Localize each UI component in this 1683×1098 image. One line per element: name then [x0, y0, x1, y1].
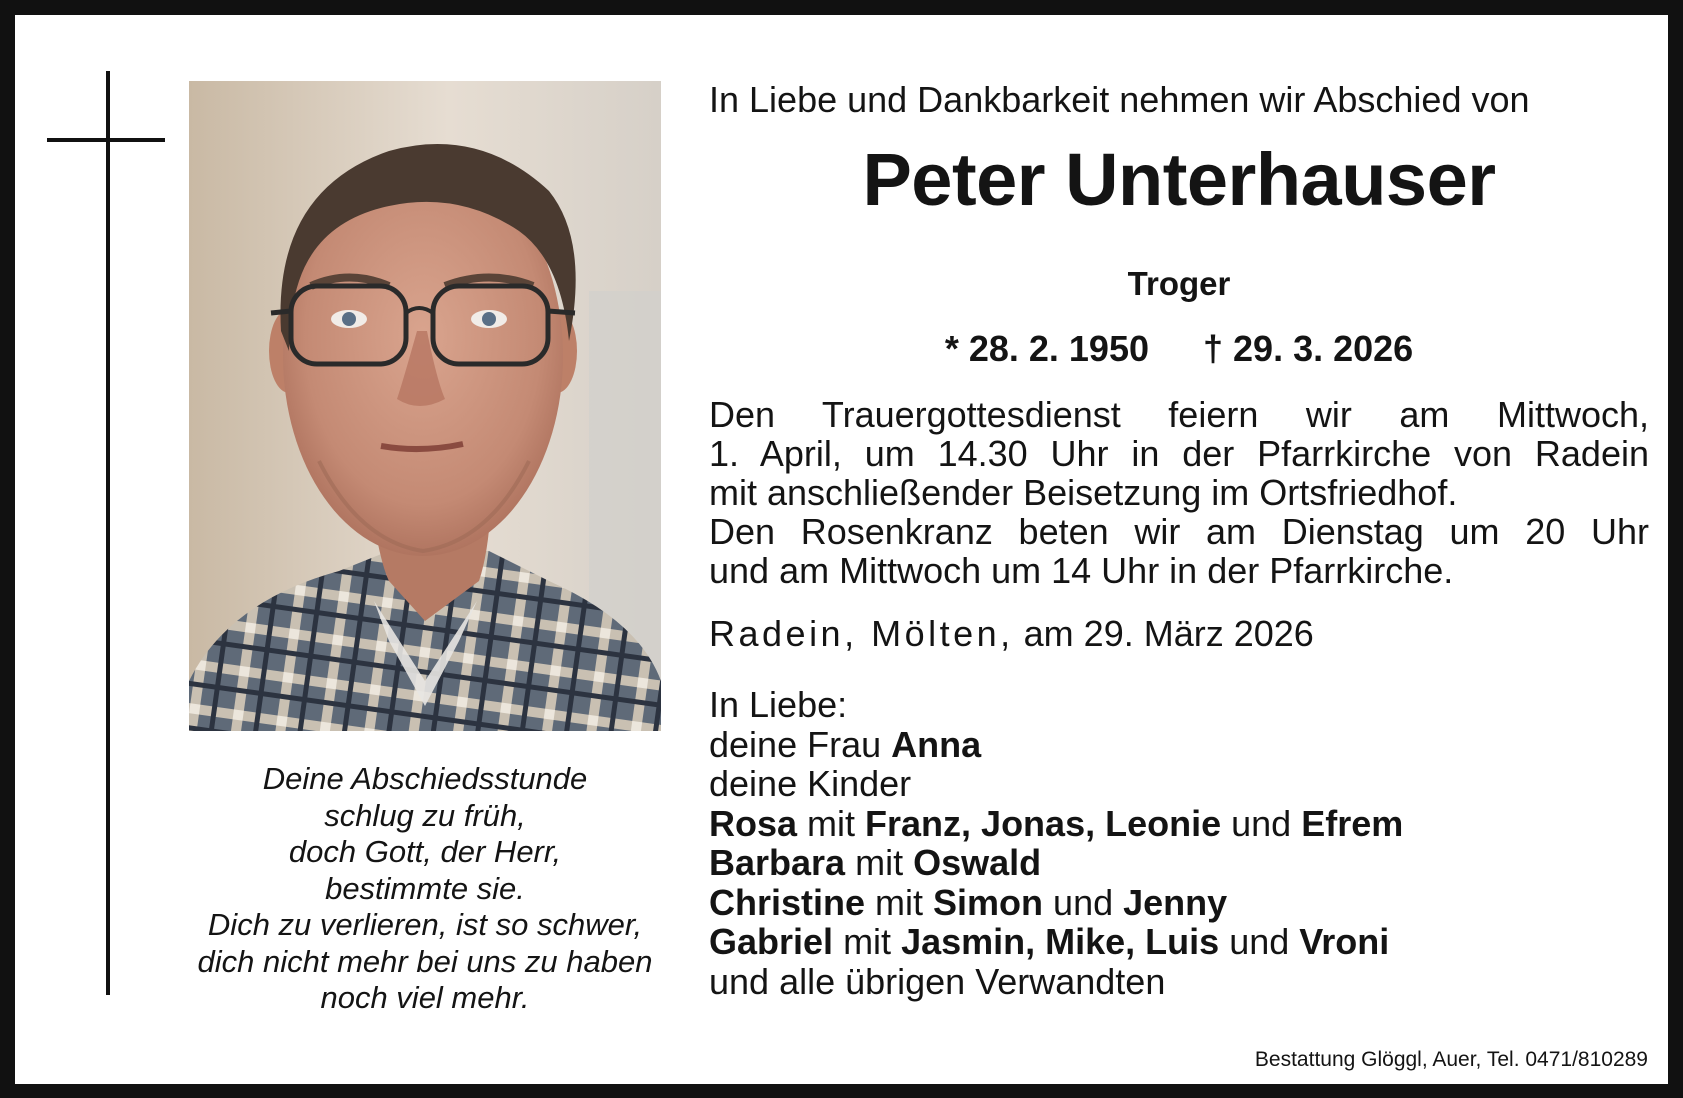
funeral-home-contact: Bestattung Glöggl, Auer, Tel. 0471/810289 — [1254, 1048, 1648, 1071]
connector-text: mit — [833, 921, 902, 962]
deceased-name: Peter Unterhauser — [862, 138, 1496, 221]
verse-line: Deine Abschiedsstunde — [262, 761, 588, 796]
family-member-name: Vroni — [1299, 921, 1390, 962]
family-member-name: Efrem — [1301, 802, 1404, 844]
service-line: mit anschließender Beisetzung im Ortsfriedhof. — [709, 472, 1458, 513]
family-member-name: Franz, Jonas, Leonie — [865, 802, 1222, 844]
connector-text: mit — [797, 802, 866, 844]
verse-line: noch viel mehr. — [320, 980, 530, 1015]
child-family-row — [709, 883, 1403, 923]
intro-line: In Liebe und Dankbarkeit nehmen wir Abschied von — [709, 79, 1530, 120]
life-dates — [709, 328, 1649, 370]
family-member-name: Christine — [709, 881, 866, 923]
family-member-name: Jasmin, Mike, Luis — [901, 921, 1220, 962]
wife-prefix: deine Frau — [709, 723, 892, 765]
memorial-verse — [175, 761, 675, 1017]
cross-vertical-bar — [106, 71, 110, 995]
child-family-row — [709, 843, 1403, 883]
verse-line: dich nicht mehr bei uns zu haben — [197, 943, 653, 979]
family-member-name: Jenny — [1123, 881, 1228, 923]
connector-text: mit — [845, 842, 914, 883]
place-names: Radein, Mölten, — [709, 613, 1014, 654]
birth-date: * 28. 2. 1950 — [944, 328, 1149, 369]
service-line: Den Rosenkranz beten wir am Dienstag um 20 Uhr — [709, 511, 1649, 552]
children-heading: deine Kinder — [709, 763, 912, 804]
service-details — [709, 395, 1649, 590]
child-family-row — [709, 922, 1403, 962]
verse-line: bestimmte sie. — [325, 870, 525, 906]
wife-row — [709, 725, 1403, 765]
connector-text: und — [1219, 921, 1300, 962]
service-line: und am Mittwoch um 14 Uhr in der Pfarrkirche. — [709, 550, 1454, 591]
connector-text: und — [1043, 881, 1124, 923]
relatives-closing: und alle übrigen Verwandten — [709, 960, 1166, 1002]
verse-line: Dich zu verlieren, ist so schwer, — [207, 907, 643, 942]
connector-text: mit — [865, 881, 934, 923]
wife-name: Anna — [891, 723, 982, 765]
child-family-row — [709, 804, 1403, 844]
family-member-name: Gabriel — [709, 921, 834, 962]
place-and-date — [709, 613, 1314, 655]
cross-horizontal-bar — [47, 138, 165, 142]
family-name-note: Troger — [1127, 265, 1231, 302]
service-line: Den Trauergottesdienst feiern wir am Mittwoch, — [709, 394, 1649, 435]
verse-line: schlug zu früh, — [324, 797, 526, 833]
portrait-photo — [189, 81, 661, 731]
obituary-card — [15, 15, 1668, 1084]
death-date: † 29. 3. 2026 — [1203, 328, 1414, 369]
mourners-heading: In Liebe: — [709, 684, 848, 725]
family-member-name: Barbara — [709, 842, 846, 883]
announcement-date: am 29. März 2026 — [1023, 613, 1314, 654]
service-line: 1. April, um 14.30 Uhr in der Pfarrkirche von Radein — [709, 433, 1649, 474]
family-member-name: Oswald — [913, 842, 1042, 883]
family-member-name: Rosa — [709, 802, 798, 844]
connector-text: und — [1221, 802, 1302, 844]
children-rows — [709, 804, 1403, 962]
family-member-name: Simon — [933, 881, 1044, 923]
mourners-list — [709, 685, 1403, 1001]
verse-line: doch Gott, der Herr, — [288, 834, 562, 869]
